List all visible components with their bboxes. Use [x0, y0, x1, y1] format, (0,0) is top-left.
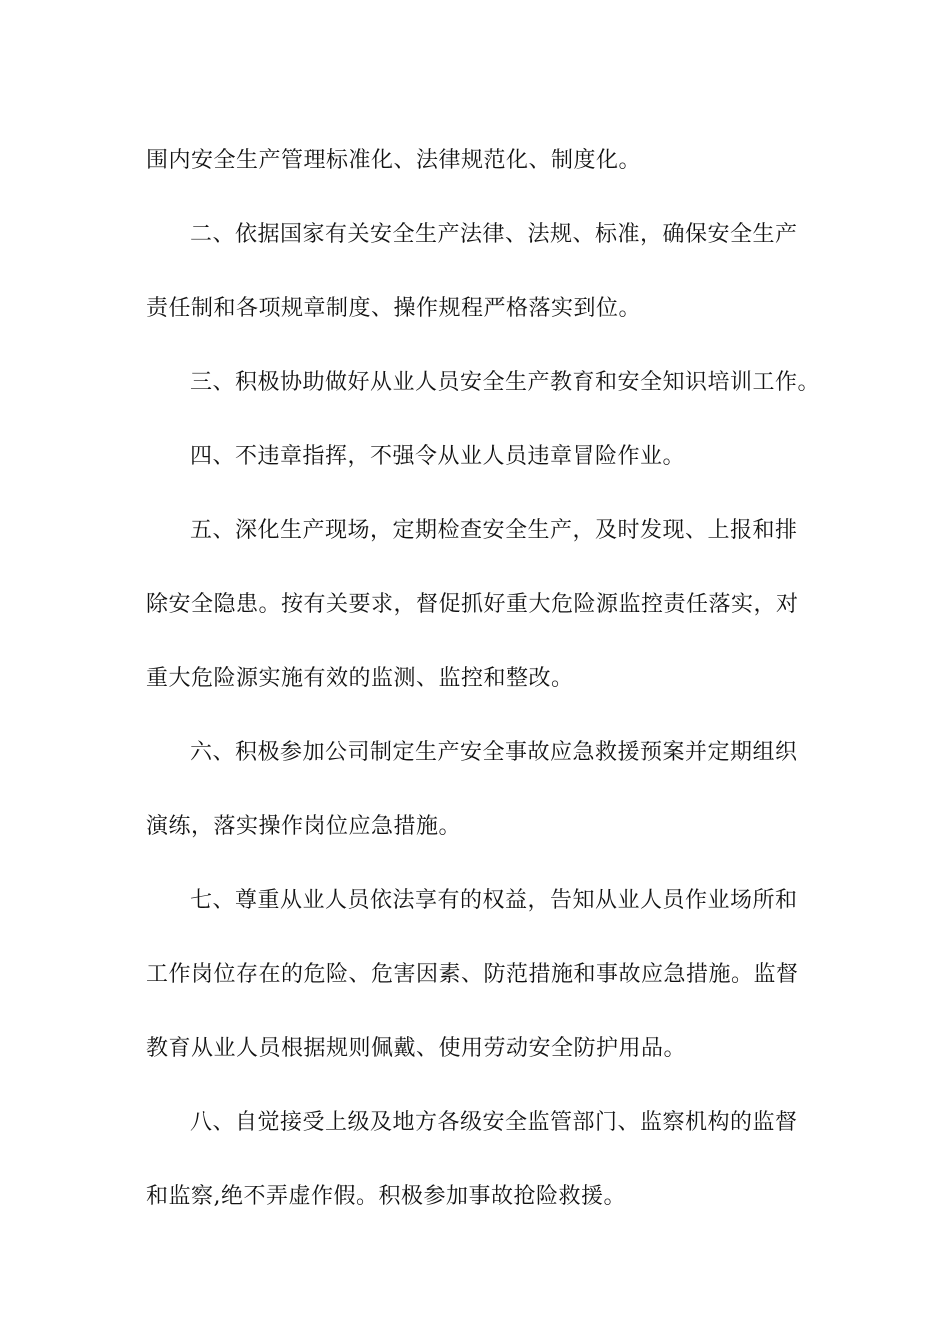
text-line: 四、不违章指挥，不强令从业人员违章冒险作业。: [190, 444, 686, 469]
text-line: 教育从业人员根据规则佩戴、使用劳动安全防护用品。: [146, 1036, 687, 1061]
text-line: 责任制和各项规章制度、操作规程严格落实到位。: [146, 296, 642, 321]
text-line: 重大危险源实施有效的监测、监控和整改。: [146, 666, 574, 691]
text-line: 三、积极协助做好从业人员安全生产教育和安全知识培训工作。: [190, 370, 821, 395]
text-line: 七、尊重从业人员依法享有的权益，告知从业人员作业场所和: [190, 888, 798, 913]
text-line: 六、积极参加公司制定生产安全事故应急救援预案并定期组织: [190, 740, 798, 765]
text-line: 二、依据国家有关安全生产法律、法规、标准，确保安全生产: [190, 222, 798, 247]
text-line: 工作岗位存在的危险、危害因素、防范措施和事故应急措施。监督: [146, 962, 799, 987]
document-body: [146, 124, 821, 1234]
text-line: 除安全隐患。按有关要求，督促抓好重大危险源监控责任落实，对: [146, 592, 799, 617]
text-line: 五、深化生产现场，定期检查安全生产，及时发现、上报和排: [190, 518, 798, 543]
text-line: 演练，落实操作岗位应急措施。: [146, 814, 462, 839]
text-line: 八、自觉接受上级及地方各级安全监管部门、监察机构的监督: [190, 1110, 798, 1135]
text-line: 围内安全生产管理标准化、法律规范化、制度化。: [146, 148, 642, 173]
text-line: 和监察,绝不弄虚作假。积极参加事故抢险救援。: [146, 1184, 626, 1209]
